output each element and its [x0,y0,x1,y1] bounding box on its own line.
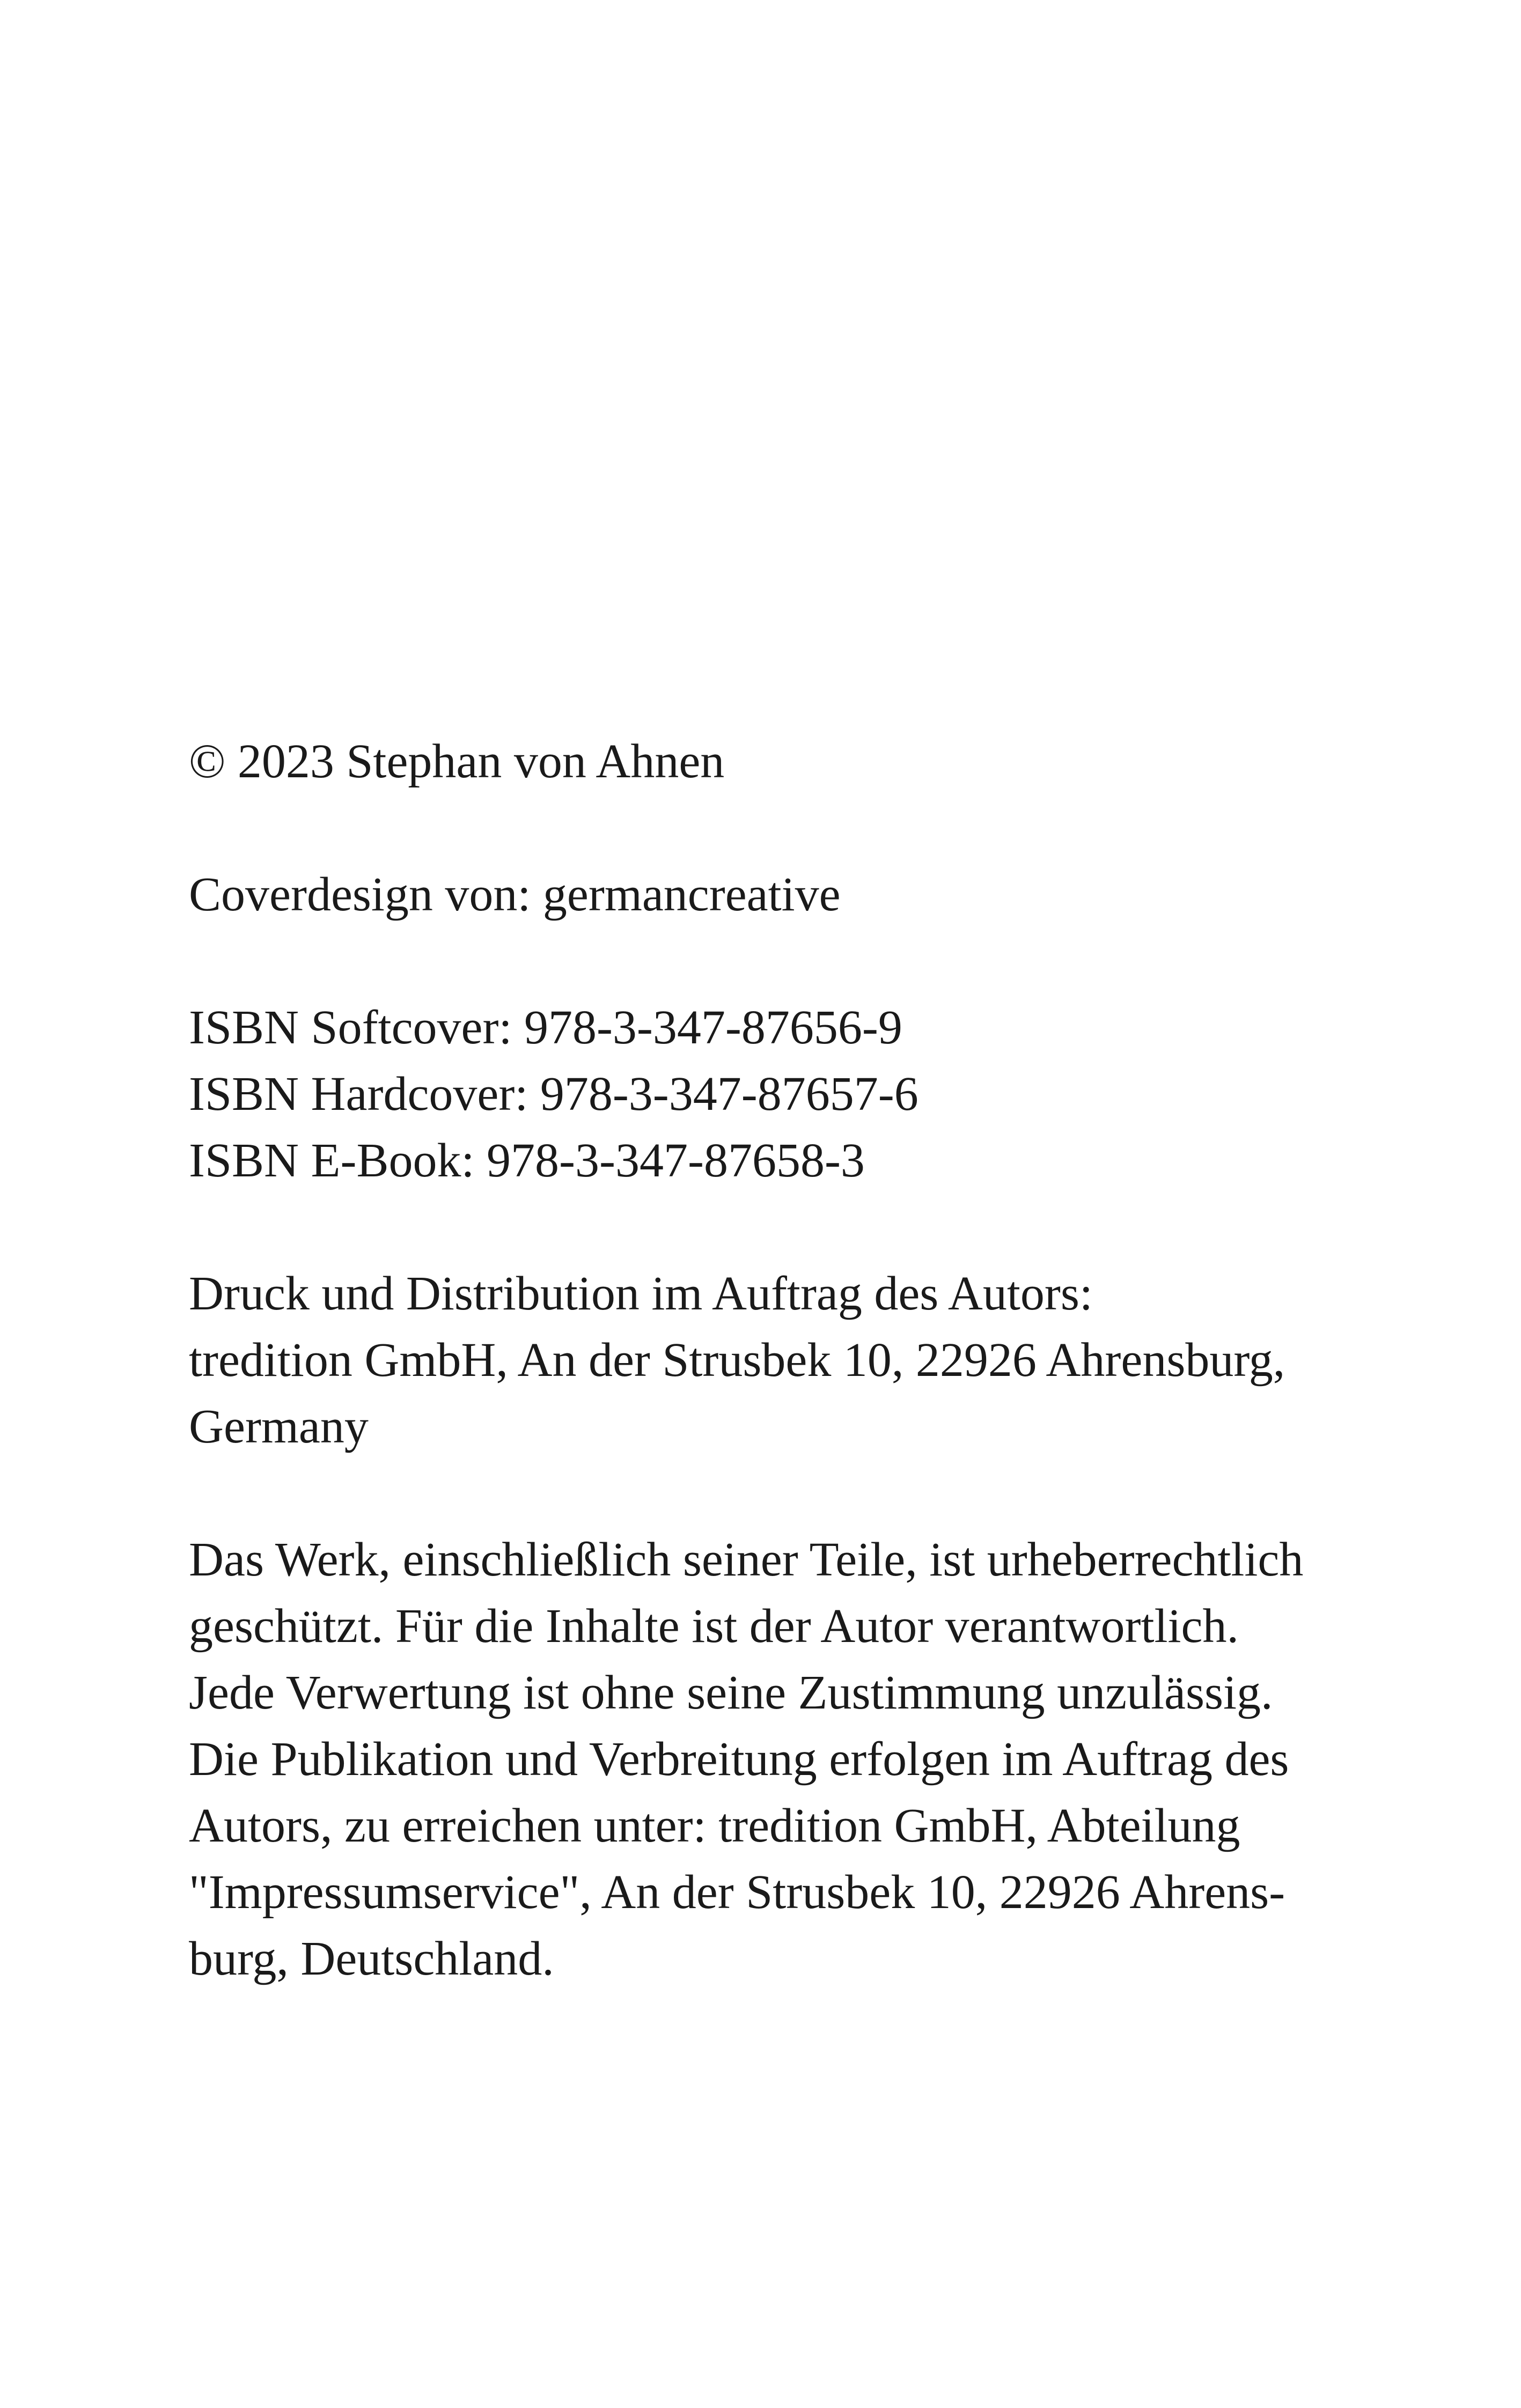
rights-line: Autors, zu erreichen unter: tredition GmbH, Abteilung [189,1799,1240,1852]
spacer [189,1194,1316,1261]
isbn-softcover: ISBN Softcover: 978-3-347-87656-9 [189,1001,902,1054]
rights-line: Jede Verwertung ist ohne seine Zustimmung unzulässig. [189,1666,1273,1719]
rights-line: "Impressumservice", An der Strusbek 10, 22926 Ahrens- [189,1866,1285,1919]
cover-design-line: Coverdesign von: germancreative [189,868,841,921]
isbn-ebook: ISBN E-Book: 978-3-347-87658-3 [189,1134,865,1187]
isbn-block [189,995,1316,1194]
distribution-line: Germany [189,1400,369,1453]
rights-block [189,1527,1316,1992]
distribution-line: tredition GmbH, An der Strusbek 10, 22926 Ahrensburg, [189,1334,1285,1387]
spacer [189,928,1316,995]
imprint-block [189,728,1316,1992]
spacer [189,795,1316,861]
distribution-line: Druck und Distribution im Auftrag des Autors: [189,1267,1093,1320]
isbn-hardcover: ISBN Hardcover: 978-3-347-87657-6 [189,1067,919,1121]
spacer [189,1460,1316,1527]
rights-line: Die Publikation und Verbreitung erfolgen im Auftrag des [189,1733,1289,1786]
distribution-block [189,1261,1316,1460]
rights-line: Das Werk, einschließlich seiner Teile, ist urheberrechtlich [189,1533,1304,1586]
copyright-line: © 2023 Stephan von Ahnen [189,735,725,788]
rights-line: burg, Deutschland. [189,1932,554,1985]
rights-line: geschützt. Für die Inhalte ist der Autor verantwortlich. [189,1600,1239,1653]
